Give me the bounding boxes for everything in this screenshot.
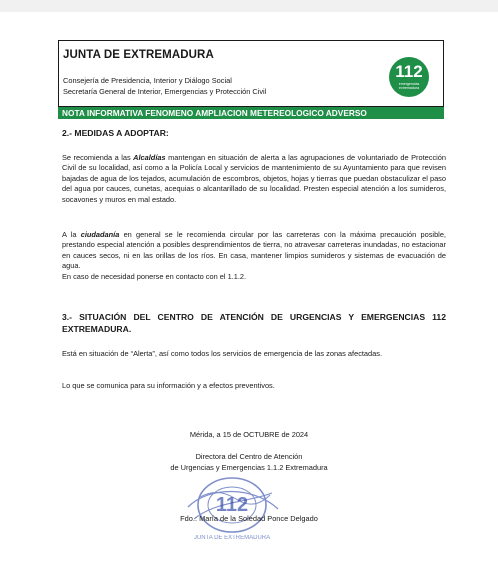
place-and-date: Mérida, a 15 de OCTUBRE de 2024 bbox=[189, 430, 309, 439]
emphasis-ciudadania: ciudadanía bbox=[80, 230, 120, 239]
seal-number: 112 bbox=[215, 494, 249, 516]
signer-name: Fdo.: María de la Soledad Ponce Delgado bbox=[180, 514, 318, 523]
section-2-title: 2.- MEDIDAS A ADOPTAR: bbox=[62, 128, 169, 138]
notice-banner: NOTA INFORMATIVA FENOMENO AMPLIACION METEREOLOGICO ADVERSO bbox=[58, 107, 444, 119]
section-3-paragraph-1: Está en situación de “Alerta”, así como todos los servicios de emergencia de las zonas afectadas. bbox=[62, 349, 383, 358]
contact-line: En caso de necesidad ponerse en contacto con el 1.1.2. bbox=[62, 271, 247, 281]
document-header bbox=[58, 40, 444, 107]
signer-role-line-1: Directora del Centro de Atención bbox=[195, 452, 303, 461]
page-top-strip bbox=[0, 0, 498, 12]
section-3-paragraph-2: Lo que se comunica para su información y a efectos preventivos. bbox=[62, 381, 275, 390]
logo-number: 112 bbox=[395, 62, 423, 81]
emphasis-alcaldias: Alcaldías bbox=[133, 153, 166, 162]
department-line-1: Consejería de Presidencia, Interior y Diálogo Social bbox=[63, 76, 232, 85]
section-3-title: 3.- SITUACIÓN DEL CENTRO DE ATENCIÓN DE URGENCIAS Y EMERGENCIAS 112 EXTREMADURA. bbox=[62, 312, 446, 334]
organization-name: JUNTA DE EXTREMADURA bbox=[63, 49, 214, 61]
section-2-paragraph-2: A la ciudadanía en general se le recomienda circular por las carreteras con la máxima precaución posible, prestando especial atención a posibles desprendimientos de tierra, no atravesar carreteras inundadas, no estacionar en cauces secos, ni en las orillas de los ríos. En casa, mantener limpios sumideros y sistemas de evacuación de agua. En caso de necesidad ponerse en contacto con el 1.1.2. bbox=[62, 230, 446, 281]
section-2-paragraph-1: Se recomienda a las Alcaldías mantengan en situación de alerta a las agrupaciones de voluntariado de Protección Civil de su localidad, así como a la Policía Local y servicios de mantenimiento de su Ayuntamiento para que revisen bajadas de agua de los tejados, acumulación de escombros, objetos, hojas y tierras que puedan obstaculizar el paso del agua por cauces, cunetas, acequias o alcantarillado de su localidad. Presten especial atención a los sumideros, socavones y muros en mal estado. bbox=[62, 153, 446, 204]
logo-caption: emergencias extremadura bbox=[398, 82, 420, 90]
department-line-2: Secretaría General de Interior, Emergencias y Protección Civil bbox=[63, 87, 267, 96]
official-seal-stamp bbox=[180, 467, 285, 547]
signer-role-line-2: de Urgencias y Emergencias 1.1.2 Extremadura bbox=[170, 463, 328, 472]
seal-ring-text: JUNTA DE EXTREMADURA bbox=[193, 535, 271, 541]
emergencias-112-logo bbox=[389, 57, 429, 97]
